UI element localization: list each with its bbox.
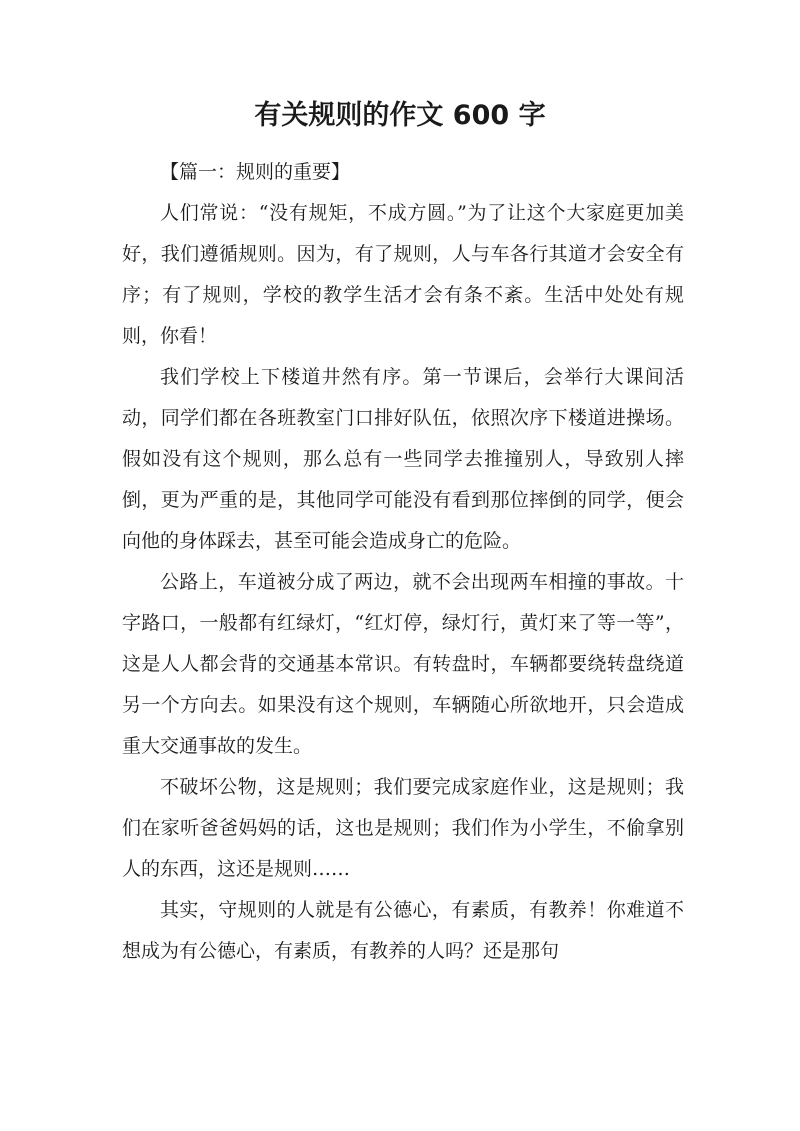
document-body xyxy=(122,152,684,972)
paragraph-1: 人们常说：“没有规矩，不成方圆。”为了让这个大家庭更加美好，我们遵循规则。因为，有了规则，人与车各行其道才会安全有序；有了规则，学校的教学生活才会有条不紊。生活中处处有规则，你看！ xyxy=(122,202,684,347)
paragraph-3: 公路上，车道被分成了两边，就不会出现两车相撞的事故。十字路口，一般都有红绿灯，“红灯停，绿灯行，黄灯来了等一等”，这是人人都会背的交通基本常识。有转盘时，车辆都要绕转盘绕道另一个方向去。如果没有这个规则，车辆随心所欲地开，只会造成重大交通事故的发生。 xyxy=(122,571,684,757)
section-heading: 【篇一：规则的重要】 xyxy=(160,161,351,183)
paragraph-4: 不破坏公物，这是规则；我们要完成家庭作业，这是规则；我们在家听爸爸妈妈的话，这也是规则；我们作为小学生，不偷拿别人的东西，这还是规则…… xyxy=(122,776,684,880)
paragraph-2: 我们学校上下楼道井然有序。第一节课后，会举行大课间活动，同学们都在各班教室门口排好队伍，依照次序下楼道进操场。假如没有这个规则，那么总有一些同学去推撞别人，导致别人摔倒，更为严重的是，其他同学可能没有看到那位摔倒的同学，便会向他的身体踩去，甚至可能会造成身亡的危险。 xyxy=(122,366,684,552)
paragraph-5: 其实，守规则的人就是有公德心，有素质，有教养！你难道不想成为有公德心，有素质，有教养的人吗？还是那句 xyxy=(122,899,684,962)
document-title: 有关规则的作文 600 字 xyxy=(254,100,546,131)
